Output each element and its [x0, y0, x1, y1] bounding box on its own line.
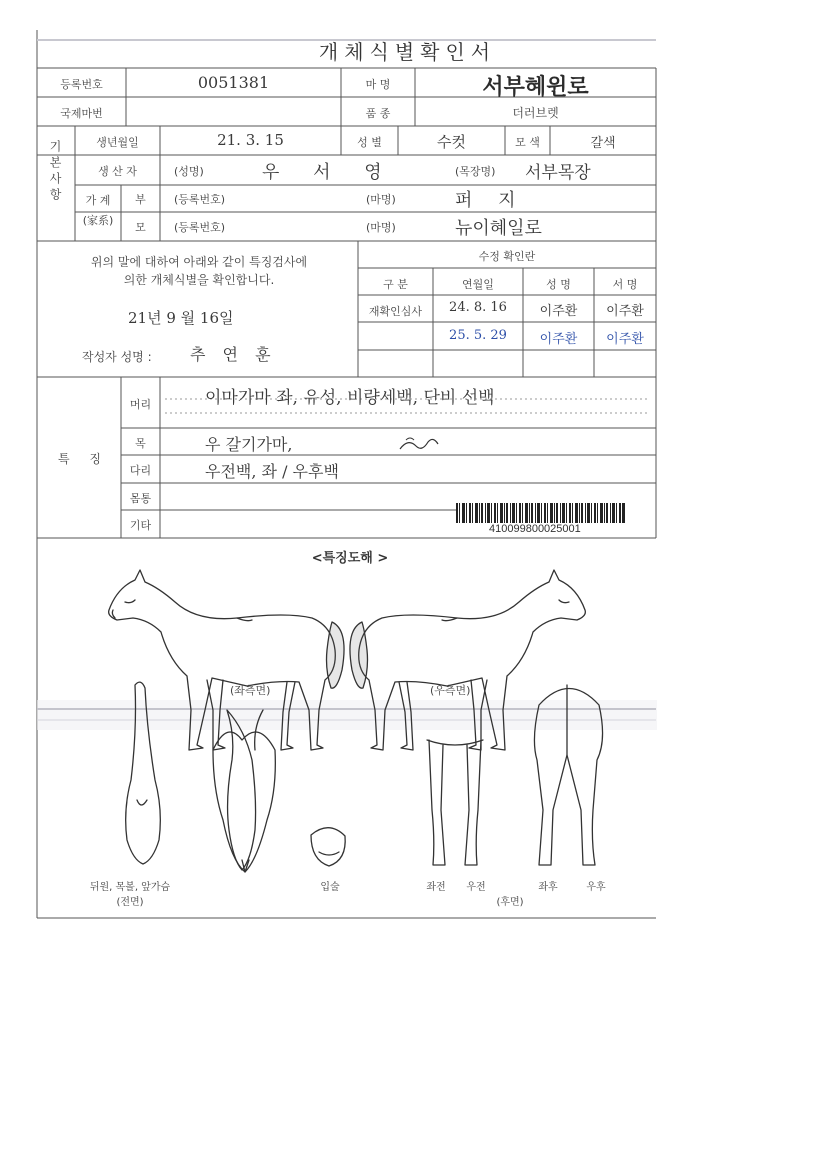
front-label: (전면): [116, 897, 144, 908]
horse-forelegs: [427, 740, 483, 865]
dob-value: 21. 3. 15: [217, 131, 284, 149]
dam-label: 모: [135, 221, 146, 234]
hind-left-label: 좌후: [538, 882, 558, 893]
sex-value: 수컷: [437, 133, 466, 151]
revision-row-date: 24. 8. 16: [449, 300, 507, 315]
right-side-label: (우측면): [430, 684, 471, 697]
breed-label: 품 종: [365, 107, 391, 120]
horse-hind-view: [534, 685, 602, 865]
confirm-date: 21년 9 월 16일: [128, 309, 234, 327]
head-value: 이마가마 좌, 유성, 비량세백, 단비 선백: [205, 388, 495, 408]
intl-no-label: 국제마번: [60, 107, 103, 120]
revision-col-name: 성 명: [546, 278, 571, 291]
writer-value: 추 연 훈: [190, 345, 277, 364]
dam-reg-label: (등록번호): [174, 221, 226, 234]
sex-label: 성 별: [357, 136, 382, 149]
features-section-label: 특 징: [58, 452, 109, 466]
horse-front-head: [213, 710, 275, 872]
sire-name-label: (마명): [366, 193, 396, 206]
fore-left-label: 좌전: [426, 882, 446, 893]
neck-whorl-mark: [398, 434, 440, 456]
writer-label: 작성자 성명 :: [82, 350, 152, 364]
revision-col-type: 구 분: [383, 278, 408, 291]
reg-no-value: 0051381: [197, 73, 270, 92]
sire-name-value: 퍼 지: [455, 190, 526, 211]
horse-front-chest: [126, 682, 161, 864]
color-value: 갈색: [590, 136, 616, 151]
dob-label: 생년월일: [96, 136, 139, 149]
horse-right-side: [350, 570, 585, 750]
revision-row-sign: 이주환: [606, 332, 644, 347]
muzzle-label: 입술: [320, 882, 340, 893]
sire-label: 부: [135, 193, 146, 206]
horse-name-value: 서부혜윈로: [482, 74, 589, 100]
color-label: 모 색: [515, 136, 540, 149]
breed-value: 더러브렛: [512, 106, 559, 120]
breeder-name-label: (성명): [174, 165, 204, 178]
breeder-label: 생 산 자: [98, 165, 137, 178]
revision-row-name: 이주환: [539, 304, 578, 319]
pedigree-label: 가 계: [85, 194, 111, 207]
farm-label: (목장명): [455, 165, 496, 178]
legs-value: 우전백, 좌 / 우후백: [205, 462, 339, 481]
diagram-title: <특징도해 >: [311, 551, 389, 566]
document-title: 개체식별확인서: [318, 40, 497, 64]
horse-muzzle: [311, 828, 345, 866]
revision-row-date: 25. 5. 29: [449, 328, 507, 343]
fore-right-label: 우전: [466, 882, 486, 893]
revision-col-date: 연월일: [462, 278, 494, 291]
horse-left-side: [109, 570, 344, 750]
pedigree-hanja: (家系): [82, 214, 114, 227]
dam-name-value: 뉴이혜일로: [455, 218, 542, 239]
confirm-line-2: 의한 개체식별을 확인합니다.: [123, 273, 275, 287]
hind-right-label: 우후: [586, 882, 606, 893]
confirm-line-1: 위의 말에 대하여 아래와 같이 특징검사에: [90, 255, 308, 269]
legs-label: 다리: [129, 464, 152, 477]
head-label: 머리: [129, 398, 152, 411]
body-label: 몸통: [129, 492, 152, 505]
front-parts-label: 뒤원, 목볼, 앞가슴: [89, 882, 171, 893]
farm-value: 서부목장: [525, 163, 591, 183]
barcode: [456, 503, 626, 523]
rear-label: (후면): [496, 897, 524, 908]
left-side-label: (좌측면): [230, 684, 271, 697]
other-label: 기타: [129, 519, 152, 532]
revision-row-sign: 이주환: [606, 304, 644, 319]
reg-no-label: 등록번호: [60, 78, 103, 91]
revision-row-name: 이주환: [539, 332, 578, 347]
basic-section-label: 기본사항: [48, 140, 62, 204]
neck-value: 우 갈기가마,: [205, 435, 293, 454]
horse-name-label: 마 명: [365, 78, 391, 91]
neck-label: 목: [135, 437, 146, 450]
revision-title: 수정 확인란: [478, 250, 536, 263]
breeder-name-value: 우 서 영: [262, 162, 396, 183]
revision-col-sign: 서 명: [612, 278, 638, 291]
dam-name-label: (마명): [366, 221, 396, 234]
revision-row-type: 재확인심사: [368, 305, 423, 318]
barcode-number: 410099800025001: [489, 523, 581, 535]
horse-diagram: [37, 560, 657, 905]
sire-reg-label: (등록번호): [174, 193, 226, 206]
